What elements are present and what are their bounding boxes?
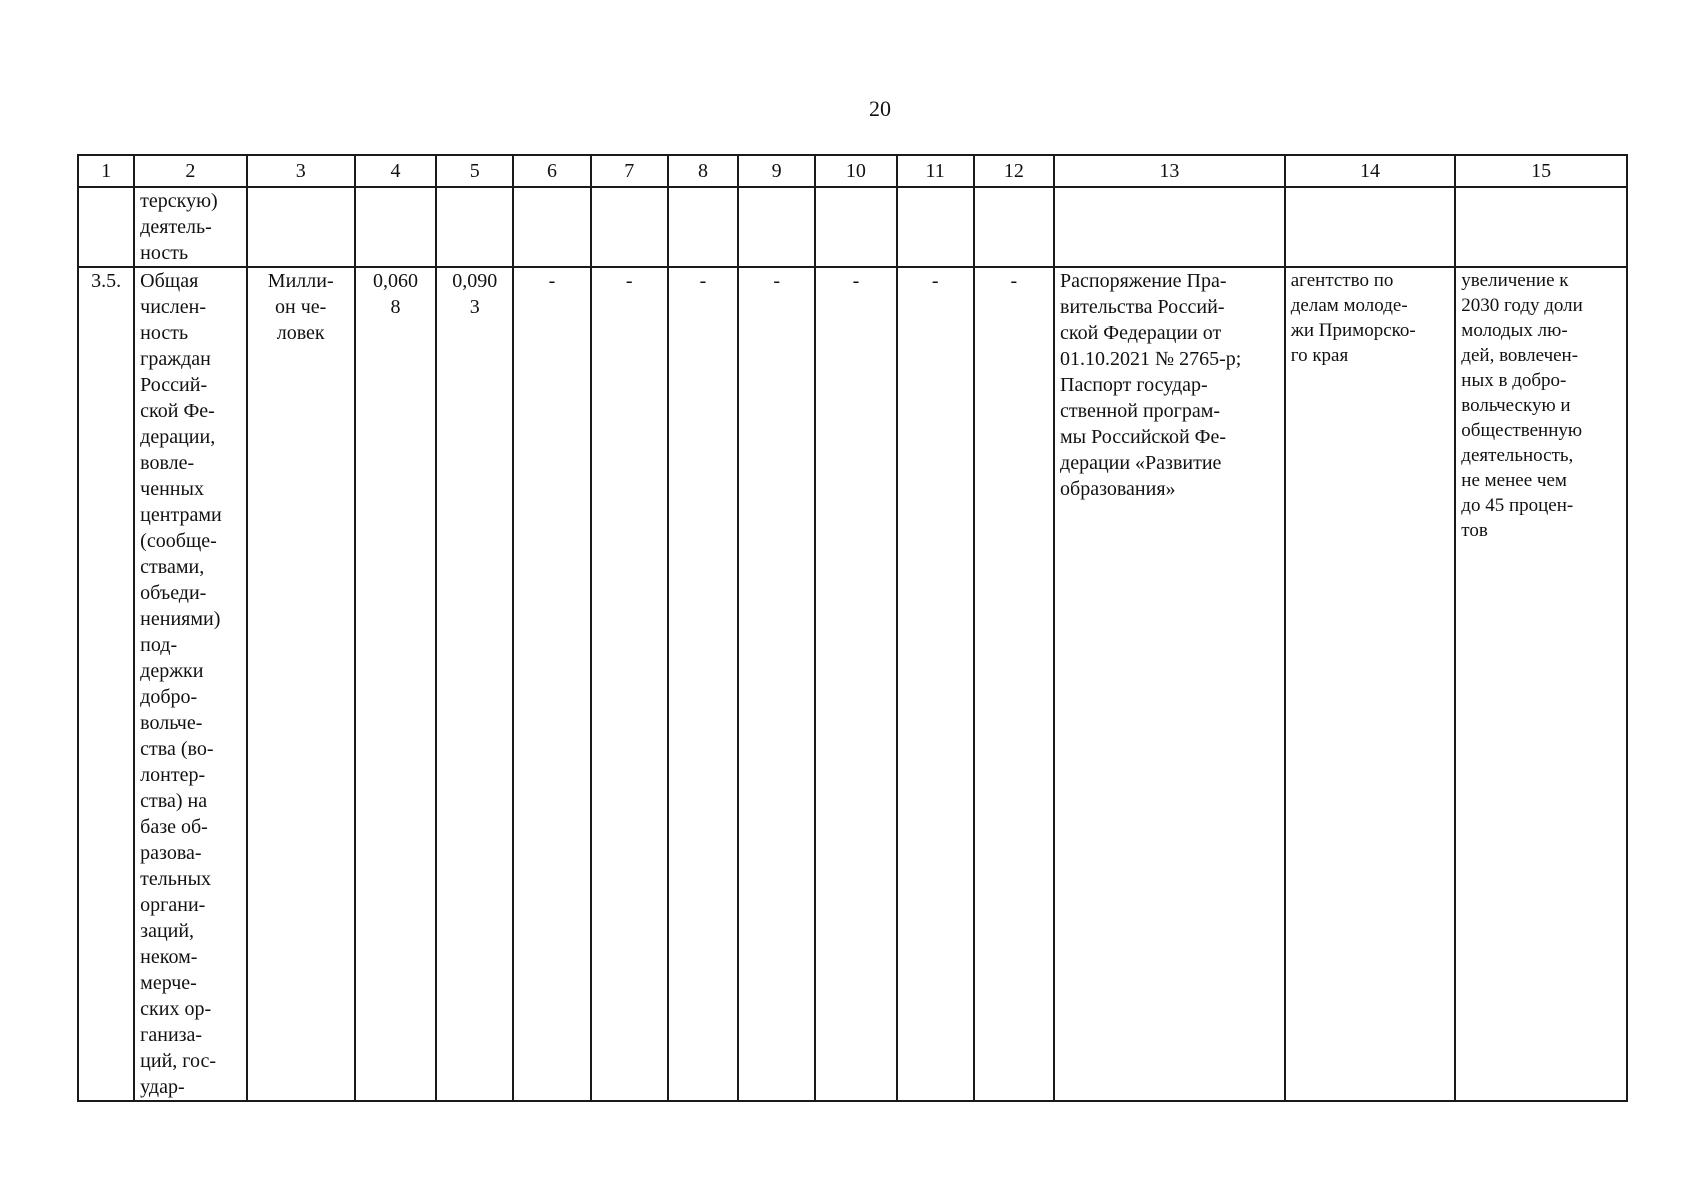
table-cell (247, 187, 355, 267)
column-header: 11 (897, 155, 974, 187)
column-header: 15 (1455, 155, 1627, 187)
column-header: 14 (1285, 155, 1456, 187)
empty-value-dash: - (974, 267, 1054, 1101)
table-cell (78, 187, 134, 267)
empty-value-dash: - (513, 267, 590, 1101)
empty-value-dash: - (668, 267, 738, 1101)
unit-of-measure: Милли- он че- ловек (247, 267, 355, 1101)
base-value: 0,060 8 (355, 267, 436, 1101)
table-cell (668, 187, 738, 267)
column-header: 5 (436, 155, 513, 187)
indicator-name: Общая числен- ность граждан Россий- ской Фе- дерации, вовле- ченных центрами (сообще- ствами, объеди- нениями) под- держки добро- вольче- ства (во- лонтер- ства) на базе об- разова- тельных органи- заций, неком- мерче- ских ор- ганиза- ций, гос- удар- (134, 267, 246, 1101)
table-cell (436, 187, 513, 267)
empty-value-dash: - (591, 267, 668, 1101)
table-cell (591, 187, 668, 267)
target-value: 0,090 3 (436, 267, 513, 1101)
table-cell (1054, 187, 1285, 267)
table-cell (738, 187, 815, 267)
table-cell (897, 187, 974, 267)
table-cell (1285, 187, 1456, 267)
column-header: 2 (134, 155, 246, 187)
empty-value-dash: - (815, 267, 896, 1101)
table-cell (815, 187, 896, 267)
table-row (78, 267, 1627, 1101)
responsible-agency: агентство по делам молоде- жи Приморско- го края (1285, 267, 1456, 1101)
column-header: 13 (1054, 155, 1285, 187)
row-number: 3.5. (78, 267, 134, 1101)
column-header: 9 (738, 155, 815, 187)
column-header: 8 (668, 155, 738, 187)
column-header: 1 (78, 155, 134, 187)
page-number: 20 (869, 96, 891, 121)
indicator-name-continued: терскую) деятель- ность (134, 187, 246, 267)
expected-result: увеличение к 2030 году доли молодых лю- дей, вовлечен- ных в добро- вольческую и общественную деятельность, не менее чем до 45 процен- тов (1455, 267, 1627, 1101)
table-row-continued (78, 187, 1627, 267)
column-header: 3 (247, 155, 355, 187)
column-header: 10 (815, 155, 896, 187)
empty-value-dash: - (897, 267, 974, 1101)
table-cell (513, 187, 590, 267)
table-cell (355, 187, 436, 267)
column-header: 6 (513, 155, 590, 187)
column-header: 4 (355, 155, 436, 187)
indicators-table (77, 154, 1628, 1102)
header-row (78, 155, 1627, 187)
source-document: Распоряжение Пра- вительства Россий- ской Федерации от 01.10.2021 № 2765-р; Паспорт государ- ственной програм- мы Российской Фе- дерации «Развитие образования» (1054, 267, 1285, 1101)
empty-value-dash: - (738, 267, 815, 1101)
column-header: 7 (591, 155, 668, 187)
table-cell (974, 187, 1054, 267)
table-cell (1455, 187, 1627, 267)
column-header: 12 (974, 155, 1054, 187)
